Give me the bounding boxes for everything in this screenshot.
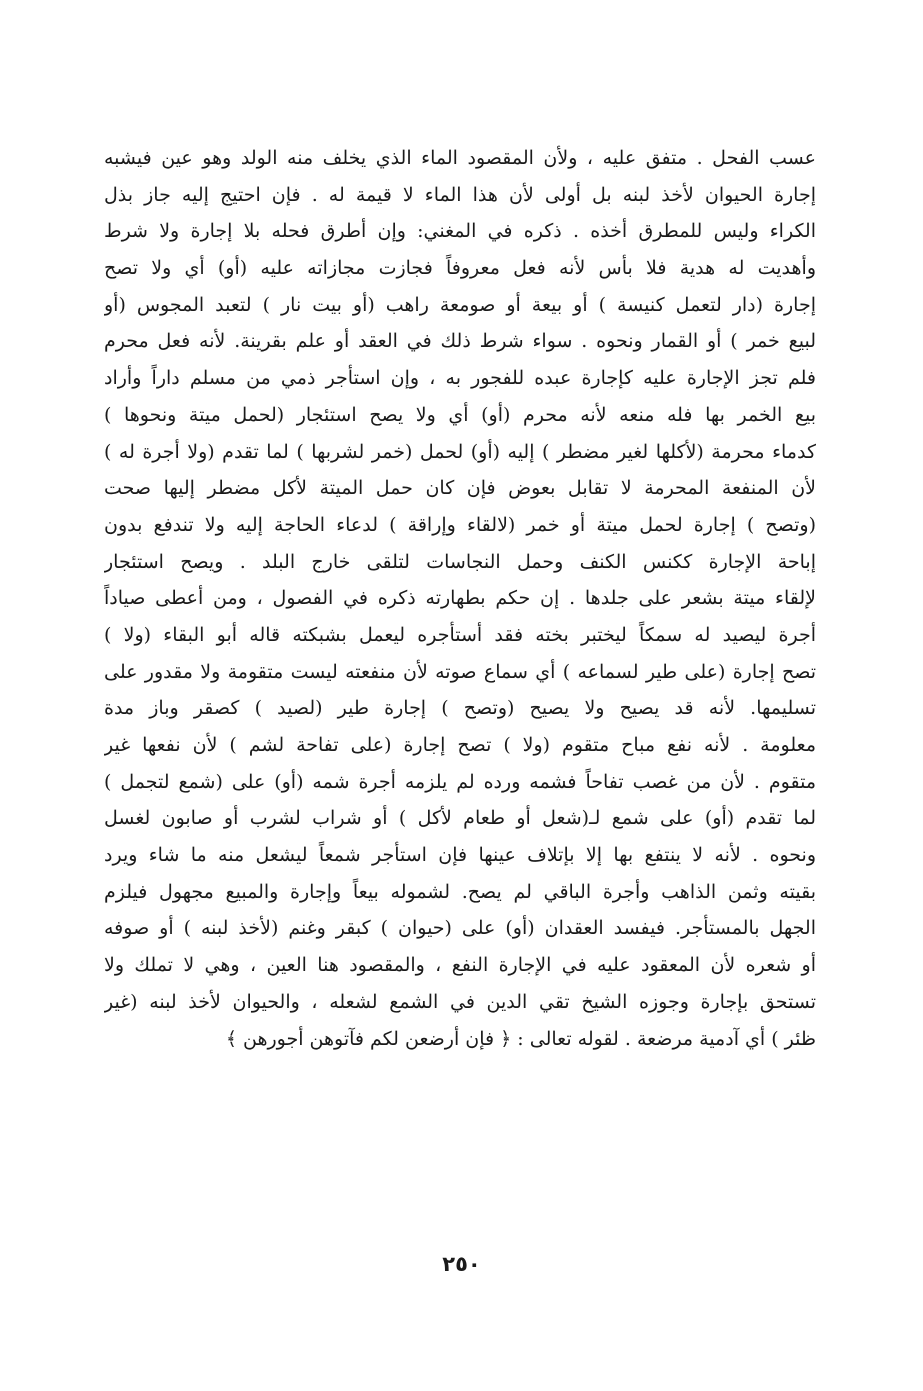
text-line: ظئر ) أي آدمية مرضعة . لقوله تعالى : ﴿ فإن أرضعن لكم فآتوهن أجورهن ﴾ [225, 1027, 816, 1050]
text-line: تسليمها. لأنه قد يصيح ولا يصيح (وتصح ) إجارة طير (لصيد ) كصقر وباز مدة [104, 697, 816, 720]
text-line: لإلقاء ميتة بشعر على جلدها . إن حكم بطهارته ذكره في الفصول ، ومن أعطى صياداً [104, 587, 816, 610]
text-line: بقيته وثمن الذاهب وأجرة الباقي لم يصح. لشموله بيعاً وإجارة والمبيع مجهول فيلزم [104, 880, 816, 903]
text-line: الكراء وليس للمطرق أخذه . ذكره في المغني: وإن أطرق فحله بلا إجارة ولا شرط [104, 220, 816, 243]
text-line: فلم تجز الإجارة عليه كإجارة عبده للفجور به ، وإن استأجر ذمي من مسلم داراً وأراد [104, 367, 816, 390]
text-line: كدماء محرمة (لأكلها لغير مضطر ) إليه (أو) لحمل (خمر لشربها ) لما تقدم (ولا أجرة له ) [104, 440, 816, 463]
text-line: (وتصح ) إجارة لحمل ميتة أو خمر (لالقاء وإراقة ) لدعاء الحاجة إليه ولا تندفع بدون [104, 513, 816, 536]
page-number: ٢٥٠ [442, 1252, 481, 1276]
text-line: إجارة (دار لتعمل كنيسة ) أو بيعة أو صومعة راهب (أو بيت نار ) لتعبد المجوس (أو [104, 293, 816, 316]
text-line: بيع الخمر بها فله منعه لأنه محرم (أو) أي ولا يصح استئجار (لحمل ميتة ونحوها ) [104, 403, 816, 426]
text-line: تستحق بإجارة وجوزه الشيخ تقي الدين في الشمع لشعله ، والحيوان لأخذ لبنه (غير [104, 990, 816, 1013]
text-line: عسب الفحل . متفق عليه ، ولأن المقصود الماء الذي يخلف منه الولد وهو عين فيشبه [104, 147, 816, 169]
text-line: معلومة . لأنه نفع مباح متقوم (ولا ) تصح إجارة (على تفاحة لشم ) لأن نفعها غير [104, 734, 816, 756]
text-line: وأهديت له هدية فلا بأس لأنه فعل معروفاً فجازت مجازاته عليه (أو) أي ولا تصح [104, 257, 816, 280]
text-line: أجرة ليصيد له سمكاً ليختبر بخته فقد أستأجره ليعمل بشبكته قاله أبو البقاء (ولا ) [104, 623, 816, 646]
text-line: إباحة الإجارة ككنس الكنف وحمل النجاسات لتلقى خارج البلد . ويصح استئجار [104, 550, 816, 573]
text-line: أو شعره لأن المعقود عليه في الإجارة النفع ، والمقصود هنا العين ، وهي لا تملك ولا [104, 954, 816, 977]
text-line: تصح إجارة (على طير لسماعه ) أي سماع صوته لأن منفعته ليست متقومة ولا مقدور على [104, 660, 816, 683]
body-text [104, 140, 816, 1057]
text-line: لما تقدم (أو) على شمع لـ(شعل أو طعام لأكل ) أو شراب لشرب أو صابون لغسل [104, 807, 816, 830]
text-line: لبيع خمر ) أو القمار ونحوه . سواء شرط ذلك في العقد أو علم بقرينة. لأنه فعل محرم [104, 330, 816, 353]
text-line: لأن المنفعة المحرمة لا تقابل بعوض فإن كان حمل الميتة لأكل مضطر إليها صحت [104, 477, 816, 500]
text-line: ونحوه . لأنه لا ينتفع بها إلا بإتلاف عينها فإن استأجر شمعاً ليشعل منه ما شاء ويرد [104, 844, 816, 867]
text-line: متقوم . لأن من غصب تفاحاً فشمه ورده لم يلزمه أجرة شمه (أو) على (شمع لتجمل ) [104, 770, 816, 793]
text-line: إجارة الحيوان لأخذ لبنه بل أولى لأن هذا الماء لا قيمة له . فإن احتيج إليه جاز بذل [104, 183, 816, 206]
text-line: الجهل بالمستأجر. فيفسد العقدان (أو) على (حيوان ) كبقر وغنم (لأخذ لبنه ) أو صوفه [104, 917, 816, 940]
